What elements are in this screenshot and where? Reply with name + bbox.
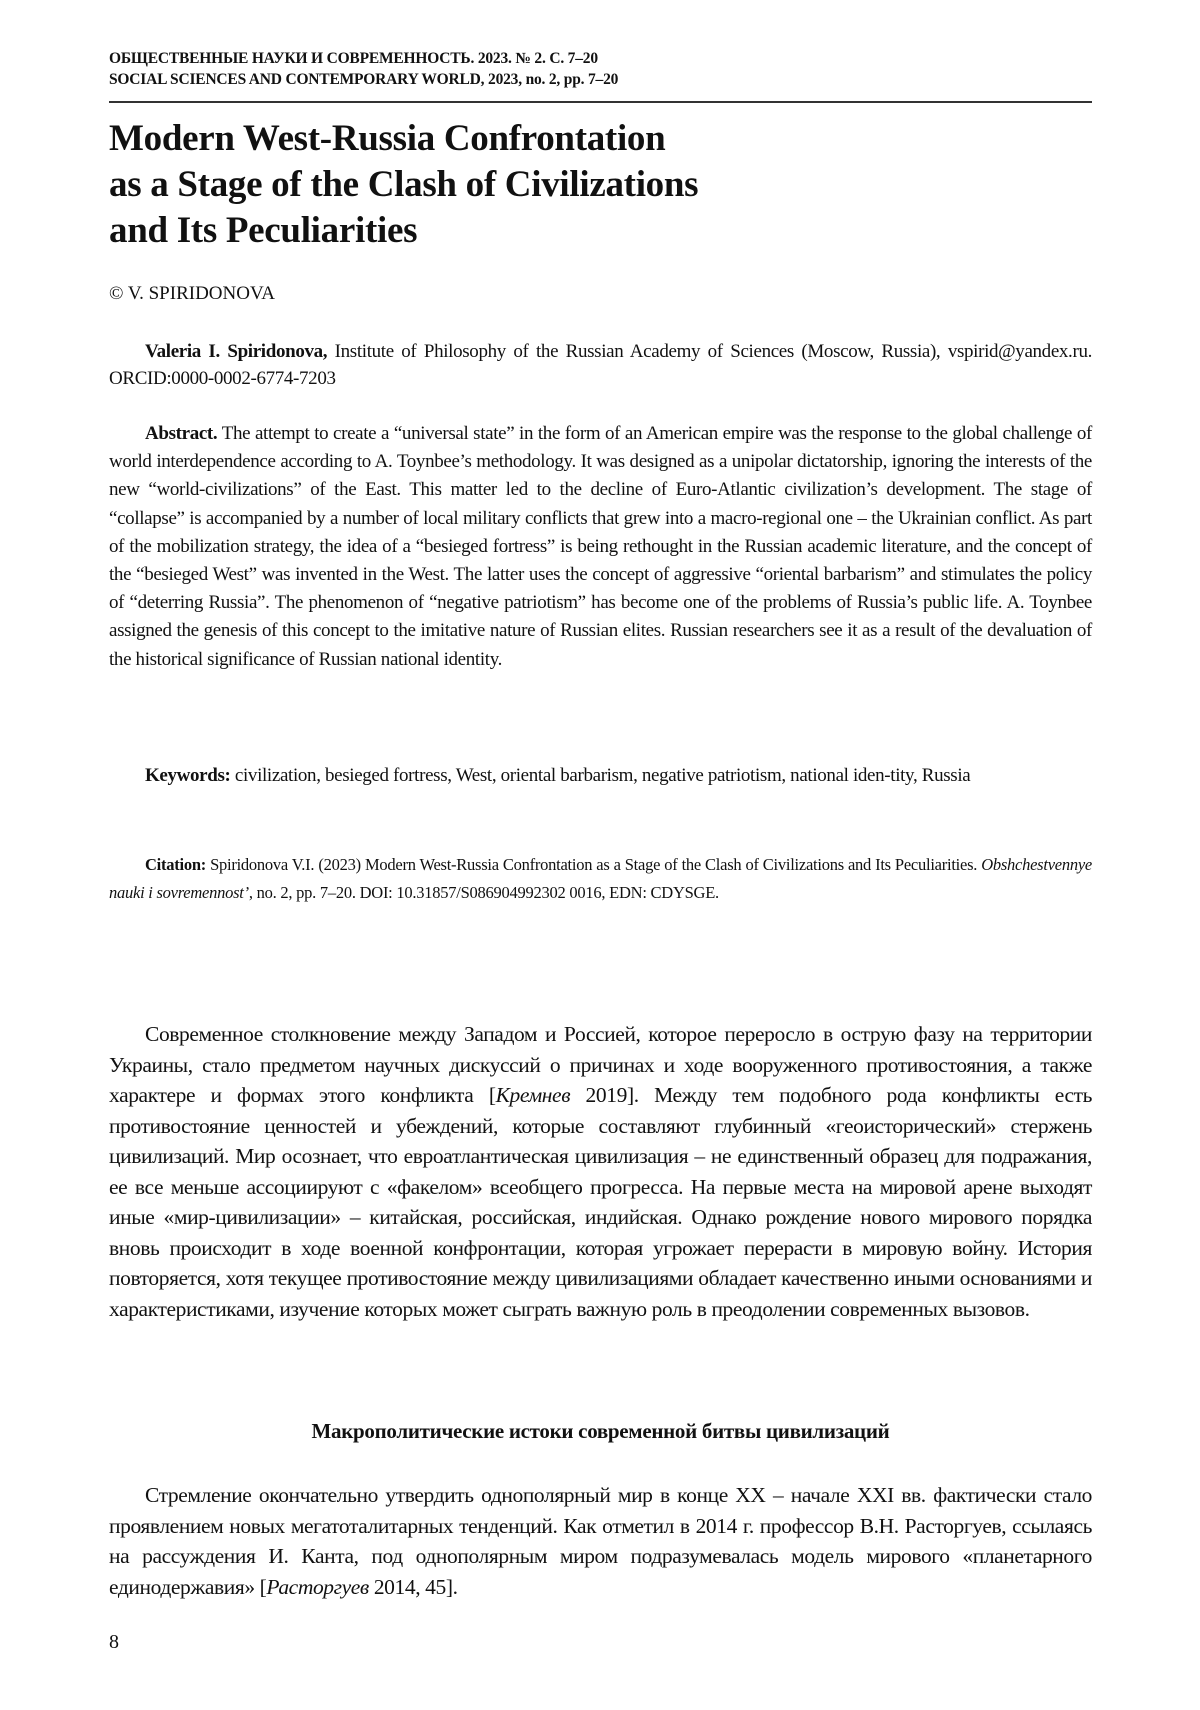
author-copyright: © V. SPIRIDONOVA (109, 283, 275, 304)
author-name: Valeria I. Spiridonova, (145, 341, 328, 362)
citation-journal: Obshchestvennye nauki i sovremennost’ (109, 855, 1092, 902)
paragraph-text: Стремление окончательно утвердить однополярный мир в конце XX – начале XXI вв. фактически стало проявлением новых мегатоталитарных тенденций. Как отметил в 2014 г. профессор В.Н. Расторгуев, ссылаясь на рассуждения И. Канта, под однополярным миром подразумевалась модель мирового «планетарного единодержавия» [ (109, 1483, 1092, 1599)
paragraph-text: Современное столкновение между Западом и Россией, которое переросло в острую фазу на территории Украины, стало предметом научных дискуссий о причинах и ходе вооруженного противостояния, а также характере и формах этого конфликта [ (109, 1022, 1092, 1107)
citation-text: Spiridonova V.I. (2023) Modern West-Russia Confrontation as a Stage of the Clash of Civilizations and Its Peculiarities. (206, 855, 982, 874)
abstract-label: Abstract. (145, 423, 218, 444)
reference-author: Расторгуев (266, 1574, 369, 1599)
reference-year: 2019] (570, 1083, 634, 1107)
title-line: Modern West-Russia Confrontation (109, 118, 666, 159)
citation-label: Citation: (145, 855, 206, 874)
article-title (109, 116, 869, 254)
abstract-text: The attempt to create a “universal state” in the form of an American empire was the response to the global challenge of world interdependence according to A. Toynbee’s methodology. It was designed as a unipolar dictatorship, ignoring the interests of the new “world-civilizations” of the East. This matter led to the decline of Euro-Atlantic civilization’s development. The stage of “collapse” is accompanied by a number of local military conflicts that grew into a macro-regional one – the Ukrainian conflict. As part of the mobilization strategy, the idea of a “besieged fortress” is being rethought in the Russian academic literature, and the concept of the “besieged West” was invented in the West. The latter uses the concept of aggressive “oriental barbarism” and stimulates the policy of “deterring Russia”. The phenomenon of “negative patriotism” has become one of the problems of Russia’s public life. A. Toynbee assigned the genesis of this concept to the imitative nature of Russian elites. Russian researchers see it as a result of the devaluation of the historical significance of Russian national identity. (109, 423, 1092, 670)
title-line: and Its Peculiarities (109, 210, 418, 251)
page-number: 8 (109, 1631, 119, 1653)
keywords-text: civilization, besieged fortress, West, oriental barbarism, negative patriotism, national iden-tity, Russia (230, 765, 971, 786)
citation-text-tail: , no. 2, pp. 7–20. DOI: 10.31857/S086904992302 0016, EDN: CDYSGE. (248, 883, 719, 902)
header-rule-divider (109, 101, 1092, 103)
abstract (109, 420, 1092, 674)
running-head-russian: ОБЩЕСТВЕННЫЕ НАУКИ И СОВРЕМЕННОСТЬ. 2023. № 2. С. 7–20 (109, 50, 598, 67)
running-head (109, 48, 1092, 90)
body-paragraph (109, 1019, 1092, 1324)
body-paragraph (109, 1480, 1092, 1602)
author-affiliation (109, 338, 1092, 392)
reference-author: Кремнев (495, 1083, 571, 1107)
keywords-label: Keywords: (145, 765, 231, 786)
citation (109, 851, 1092, 907)
section-heading: Макрополитические истоки современной битвы цивилизаций (311, 1419, 890, 1443)
title-line: as a Stage of the Clash of Civilizations (109, 164, 699, 205)
keywords (109, 762, 1092, 790)
paragraph-text: . Между тем подобного рода конфликты есть противостояние ценностей и убеждений, которые составляют глубинный «геоисторический» стержень цивилизаций. Мир осознает, что евроатлантическая цивилизация – не единственный образец для подражания, ее все меньше ассоциируют с «факелом» всеобщего прогресса. На первые места на мировой арене выходят иные «мир-цивилизации» – китайская, российская, индийская. Однако рождение нового мирового порядка вновь происходит в ходе военной конфронтации, которая угрожает перерасти в мировую войну. История повторяется, хотя текущее противостояние между цивилизациями обладает качественно иными основаниями и характеристиками, изучение которых может сыграть важную роль в преодолении современных вызовов. (109, 1083, 1093, 1321)
running-head-english: SOCIAL SCIENCES AND CONTEMPORARY WORLD, 2023, no. 2, pp. 7–20 (109, 71, 619, 88)
reference-year: 2014, 45]. (368, 1574, 458, 1599)
affiliation-text: Institute of Philosophy of the Russian Academy of Sciences (Moscow, Russia), vspirid@yandex.ru. ORCID:0000-0002-6774-7203 (109, 341, 1092, 389)
